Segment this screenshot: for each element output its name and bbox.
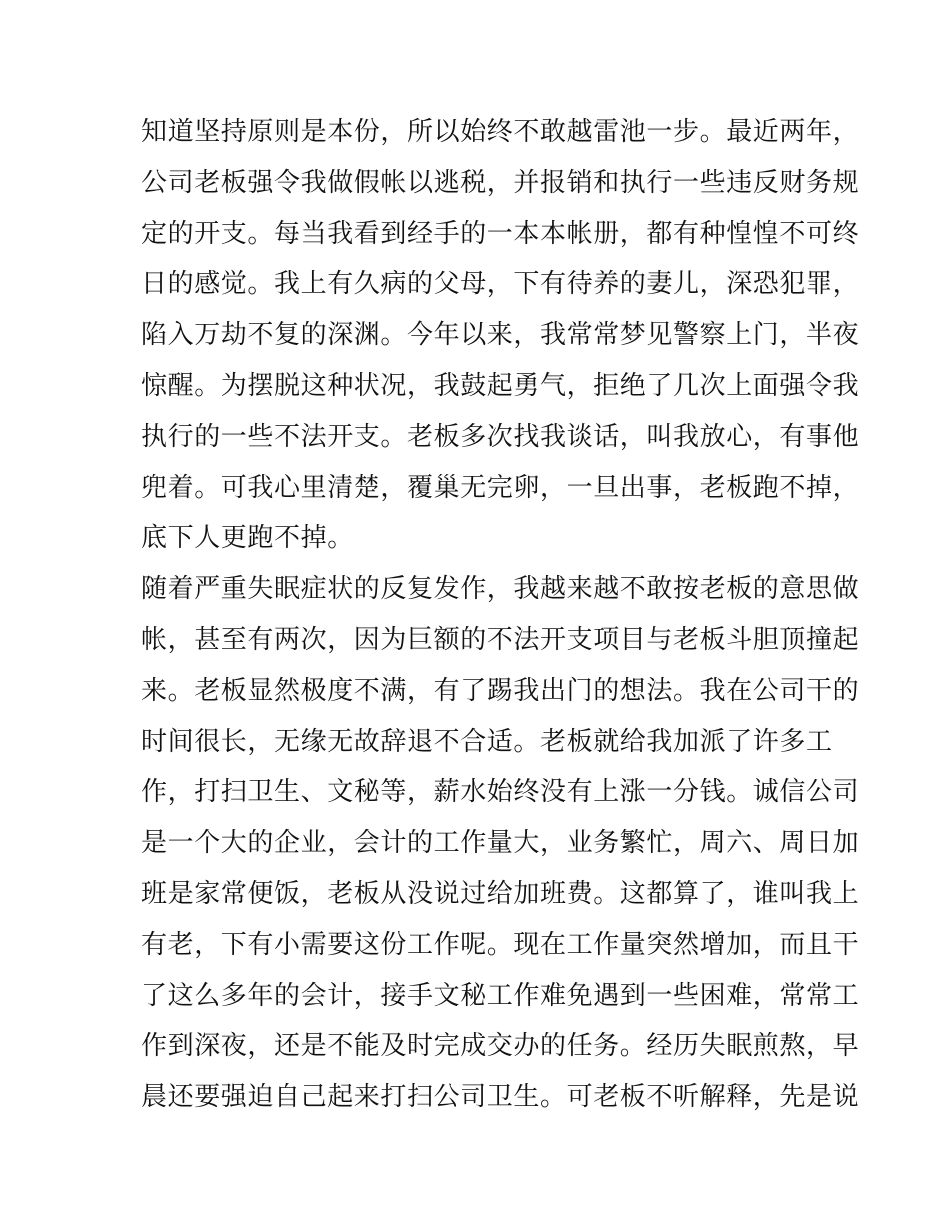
text-line: 公司老板强令我做假帐以逃税，并报销和执行一些违反财务规 xyxy=(141,167,860,198)
text-line: 是一个大的企业，会计的工作量大，业务繁忙，周六、周日加 xyxy=(141,828,860,859)
text-line: 帐，甚至有两次，因为巨额的不法开支项目与老板斗胆顶撞起 xyxy=(141,624,860,655)
body-text xyxy=(141,107,860,1123)
text-line: 时间很长，无缘无故辞退不合适。老板就给我加派了许多工 xyxy=(141,726,833,757)
text-line: 作到深夜，还是不能及时完成交办的任务。经历失眠煎熬，早 xyxy=(141,1031,860,1062)
text-line: 班是家常便饭，老板从没说过给加班费。这都算了，谁叫我上 xyxy=(141,878,860,909)
text-line: 作，打扫卫生、文秘等，薪水始终没有上涨一分钱。诚信公司 xyxy=(141,777,860,808)
text-line: 来。老板显然极度不满，有了踢我出门的想法。我在公司干的 xyxy=(141,675,860,706)
text-line: 随着严重失眠症状的反复发作，我越来越不敢按老板的意思做 xyxy=(141,574,860,605)
text-line: 兜着。可我心里清楚，覆巢无完卵，一旦出事，老板跑不掉， xyxy=(141,472,860,503)
text-line: 晨还要强迫自己起来打扫公司卫生。可老板不听解释，先是说 xyxy=(141,1082,860,1113)
text-line: 执行的一些不法开支。老板多次找我谈话，叫我放心，有事他 xyxy=(141,421,860,452)
text-line: 日的感觉。我上有久病的父母，下有待养的妻儿，深恐犯罪， xyxy=(141,269,860,300)
text-line: 了这么多年的会计，接手文秘工作难免遇到一些困难，常常工 xyxy=(141,980,860,1011)
text-line: 知道坚持原则是本份，所以始终不敢越雷池一步。最近两年， xyxy=(141,117,860,147)
text-line: 有老，下有小需要这份工作呢。现在工作量突然增加，而且干 xyxy=(141,929,860,960)
text-line: 陷入万劫不复的深渊。今年以来，我常常梦见警察上门，半夜 xyxy=(141,320,860,351)
text-line: 定的开支。每当我看到经手的一本本帐册，都有种惶惶不可终 xyxy=(141,218,860,249)
text-line: 底下人更跑不掉。 xyxy=(141,523,354,554)
text-line: 惊醒。为摆脱这种状况，我鼓起勇气，拒绝了几次上面强令我 xyxy=(141,370,860,401)
